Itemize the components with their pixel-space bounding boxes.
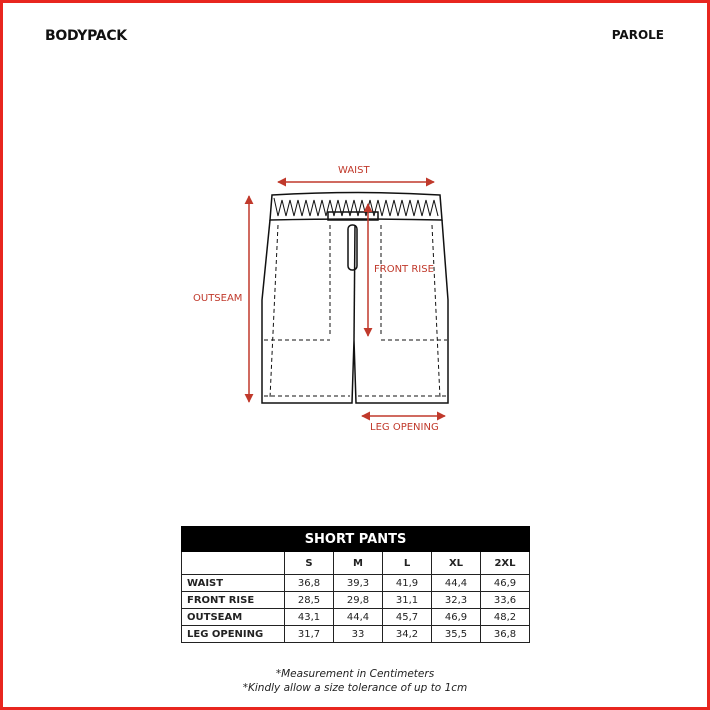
table-row — [182, 626, 530, 643]
table-row — [182, 575, 530, 592]
table-row — [182, 592, 530, 609]
corner-cell — [182, 552, 285, 575]
front-rise-label: FRONT RISE — [374, 264, 434, 275]
waist-label: WAIST — [338, 165, 370, 176]
note-units: *Measurement in Centimeters — [275, 668, 435, 680]
cell: 28,5 — [285, 592, 334, 609]
cell: 35,5 — [432, 626, 481, 643]
shorts-outline — [262, 193, 448, 404]
cell: 44,4 — [432, 575, 481, 592]
size-s: S — [285, 552, 334, 575]
cell: 36,8 — [285, 575, 334, 592]
notes — [0, 667, 710, 695]
cell: 46,9 — [481, 575, 530, 592]
row-label: OUTSEAM — [182, 609, 285, 626]
cell: 41,9 — [383, 575, 432, 592]
cell: 46,9 — [432, 609, 481, 626]
cell: 36,8 — [481, 626, 530, 643]
outseam-label: OUTSEAM — [193, 293, 243, 304]
cell: 45,7 — [383, 609, 432, 626]
cell: 33,6 — [481, 592, 530, 609]
brand-logo: BODYPACK — [45, 28, 127, 44]
cell: 48,2 — [481, 609, 530, 626]
cell: 34,2 — [383, 626, 432, 643]
size-header-row — [182, 552, 530, 575]
size-2xl: 2XL — [481, 552, 530, 575]
table-title: SHORT PANTS — [182, 527, 530, 552]
model-name: PAROLE — [611, 28, 664, 42]
row-label: LEG OPENING — [182, 626, 285, 643]
size-m: M — [334, 552, 383, 575]
row-label: WAIST — [182, 575, 285, 592]
leg-opening-label: LEG OPENING — [370, 422, 439, 433]
cell: 33 — [334, 626, 383, 643]
size-l: L — [383, 552, 432, 575]
cell: 44,4 — [334, 609, 383, 626]
cell: 29,8 — [334, 592, 383, 609]
size-chart-table — [181, 526, 530, 643]
cell: 31,1 — [383, 592, 432, 609]
size-xl: XL — [432, 552, 481, 575]
row-label: FRONT RISE — [182, 592, 285, 609]
cell: 39,3 — [334, 575, 383, 592]
cell: 32,3 — [432, 592, 481, 609]
cell: 43,1 — [285, 609, 334, 626]
note-tolerance: *Kindly allow a size tolerance of up to 1cm — [242, 682, 468, 694]
table-row — [182, 609, 530, 626]
cell: 31,7 — [285, 626, 334, 643]
